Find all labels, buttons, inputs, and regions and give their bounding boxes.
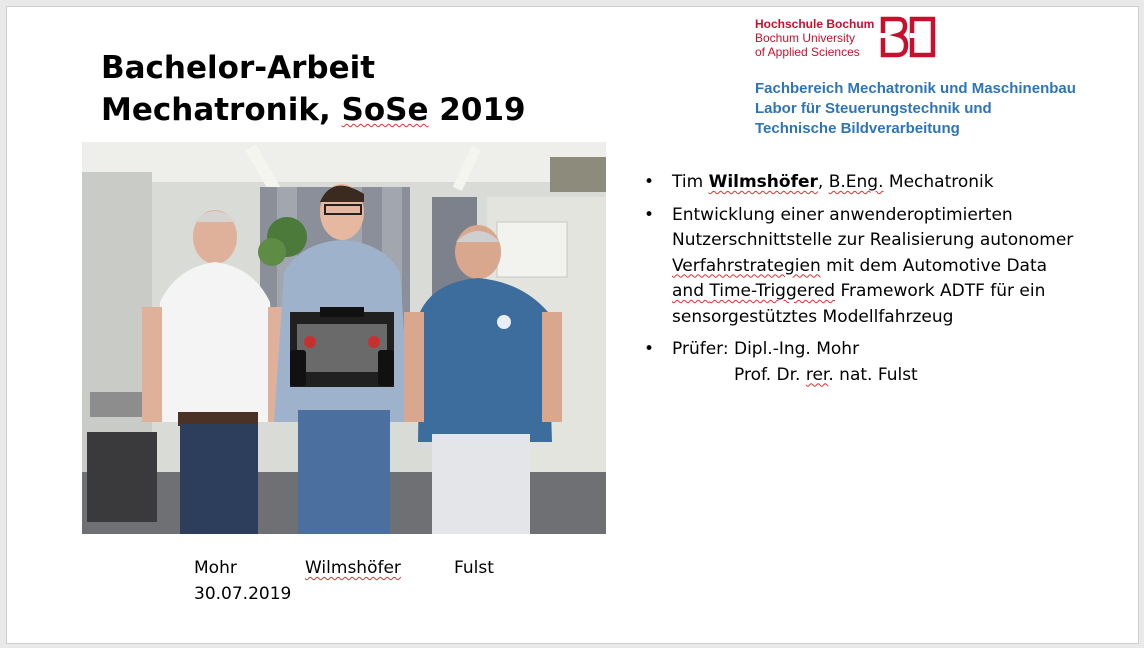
- topic-line-4-c: Framework ADTF für ein: [835, 281, 1046, 301]
- bullet-examiners: [644, 337, 1114, 388]
- student-sep: ,: [817, 172, 829, 192]
- bo-logo: [880, 16, 936, 58]
- title-line-2-suffix: 2019: [428, 92, 526, 128]
- topic-line-5: sensorgestütztes Modellfahrzeug: [672, 306, 954, 327]
- topic-line-3-a: Verfahrstrategien: [672, 255, 821, 276]
- slide-title: [101, 47, 526, 131]
- title-line-2: [101, 89, 526, 131]
- bullet-student: [644, 170, 1114, 196]
- photo-date: 30.07.2019: [194, 584, 292, 604]
- topic-line-4-a: and: [672, 281, 710, 301]
- slide: [6, 6, 1139, 644]
- topic-line-4: [672, 279, 1114, 305]
- bullet-dot: •: [644, 172, 655, 192]
- title-line-1: Bachelor-Arbeit: [101, 50, 376, 86]
- examiner-line-2-a: Prof. Dr.: [734, 364, 806, 385]
- topic-line-4-b: Time-Triggered: [709, 281, 836, 301]
- university-name-de: Hochschule Bochum: [755, 17, 875, 31]
- topic-line-2: Nutzerschnittstelle zur Realisierung autonomer: [672, 230, 1074, 250]
- topic-line-3: [672, 254, 1114, 280]
- student-degree: B.Eng.: [828, 172, 884, 192]
- examiner-line-2-b: rer: [805, 364, 829, 385]
- department-line-3: Technische Bildverarbeitung: [755, 120, 960, 137]
- title-line-2-prefix: Mechatronik,: [101, 92, 342, 128]
- examiner-line-1: Prüfer: Dipl.-Ing. Mohr: [672, 339, 860, 359]
- university-name-en-2: of Applied Sciences: [755, 45, 860, 59]
- bullet-list: [644, 170, 1114, 395]
- student-field: Mechatronik: [883, 172, 994, 192]
- department-line-1: Fachbereich Mechatronik und Maschinenbau: [755, 80, 1076, 97]
- title-semester: SoSe: [341, 92, 429, 128]
- examiner-line-2-c: . nat. Fulst: [828, 364, 918, 385]
- university-name: [755, 17, 874, 59]
- bullet-dot: •: [644, 339, 655, 359]
- department: [755, 79, 1076, 139]
- caption-name-mohr: Mohr: [194, 558, 237, 578]
- bullet-dot: •: [644, 204, 655, 225]
- caption-name-fulst: Fulst: [454, 558, 494, 578]
- university-name-en-1: Bochum University: [755, 31, 856, 45]
- examiner-line-2: [672, 363, 1114, 389]
- topic-line-3-b: mit dem Automotive Data: [820, 255, 1048, 276]
- student-last-name: Wilmshöfer: [708, 172, 818, 192]
- group-photo: [82, 142, 606, 534]
- student-first-name: Tim: [672, 172, 709, 192]
- topic-line-1: Entwicklung einer anwenderoptimierten: [672, 204, 1013, 225]
- bullet-topic: [644, 203, 1114, 331]
- caption-name-wilmshoefer: Wilmshöfer: [305, 558, 401, 578]
- department-line-2: Labor für Steuerungstechnik und: [755, 100, 992, 117]
